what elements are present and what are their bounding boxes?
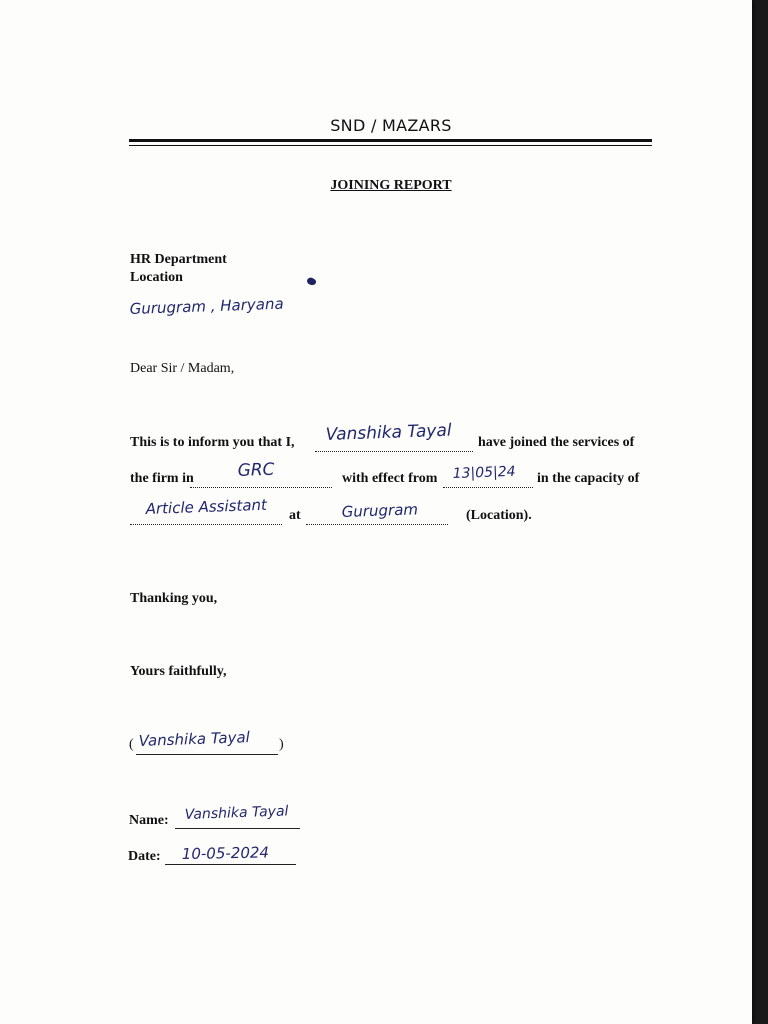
filled-department: GRC bbox=[237, 459, 275, 481]
name-value: Vanshika Tayal bbox=[184, 803, 289, 823]
recipient-department: HR Department bbox=[130, 252, 227, 267]
name-underline bbox=[175, 828, 300, 829]
role-dotted-field bbox=[130, 524, 282, 525]
date-label: Date: bbox=[128, 849, 161, 864]
body-line2-suffix: in the capacity of bbox=[537, 471, 640, 486]
signature-close-paren: ) bbox=[279, 737, 284, 752]
date-value: 10-05-2024 bbox=[181, 843, 270, 863]
signature-open-paren: ( bbox=[129, 737, 134, 752]
header-rule-thick bbox=[129, 139, 652, 142]
filled-name: Vanshika Tayal bbox=[325, 420, 452, 445]
body-line1-suffix: have joined the services of bbox=[478, 435, 635, 450]
body-line2-prefix: the firm in bbox=[130, 471, 194, 486]
name-dotted-field bbox=[315, 451, 473, 452]
company-name: SND / MAZARS bbox=[330, 116, 452, 135]
department-dotted-field bbox=[190, 487, 332, 488]
signature-line bbox=[136, 754, 278, 755]
salutation: Dear Sir / Madam, bbox=[130, 361, 235, 376]
closing-yours: Yours faithfully, bbox=[130, 664, 227, 679]
header-rule-thin bbox=[129, 145, 652, 146]
body-line3-at: at bbox=[289, 508, 301, 523]
body-line2-mid: with effect from bbox=[342, 471, 438, 486]
date-underline bbox=[165, 864, 296, 865]
filled-city: Gurugram bbox=[341, 500, 419, 521]
body-line1-prefix: This is to inform you that I, bbox=[130, 435, 295, 450]
date-dotted-field bbox=[443, 487, 533, 488]
document-title: JOINING REPORT bbox=[330, 178, 452, 193]
ink-blot bbox=[306, 276, 317, 287]
body-line3-suffix: (Location). bbox=[466, 508, 532, 523]
filled-role: Article Assistant bbox=[145, 495, 268, 518]
recipient-location-value: Gurugram , Haryana bbox=[129, 294, 284, 318]
name-label: Name: bbox=[129, 813, 169, 828]
filled-joining-date: 13|05|24 bbox=[452, 463, 516, 482]
signature: Vanshika Tayal bbox=[138, 728, 251, 750]
recipient-location-label: Location bbox=[130, 270, 183, 285]
closing-thanks: Thanking you, bbox=[130, 591, 218, 606]
city-dotted-field bbox=[306, 524, 448, 525]
